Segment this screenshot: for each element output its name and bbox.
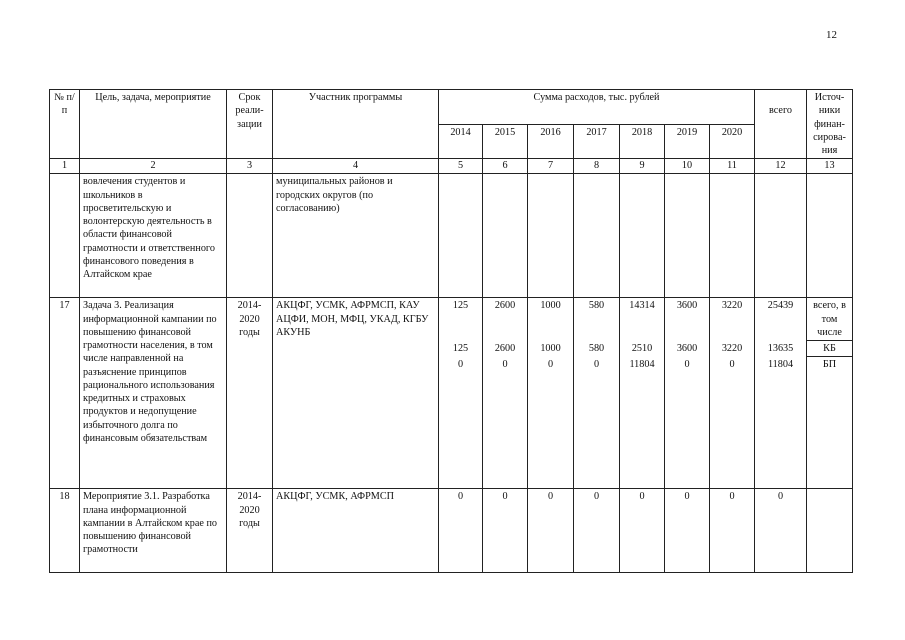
value-cell: 11804 bbox=[620, 357, 665, 489]
header-year: 2020 bbox=[710, 124, 755, 159]
value-cell: 3600 bbox=[665, 341, 710, 357]
value-cell: 3220 bbox=[710, 298, 755, 341]
value-cell: 0 bbox=[620, 489, 665, 573]
row-number: 18 bbox=[50, 489, 80, 573]
source-cell: КБ bbox=[807, 341, 853, 357]
header-term: Срок реали- зации bbox=[227, 90, 273, 159]
source-cell: всего, в том числе bbox=[807, 298, 853, 341]
expenditure-table bbox=[49, 89, 853, 573]
header-year: 2014 bbox=[439, 124, 483, 159]
column-number: 12 bbox=[755, 159, 807, 174]
value-cell: 1000 bbox=[528, 298, 574, 341]
header-row bbox=[50, 90, 853, 125]
value-cell: 0 bbox=[710, 357, 755, 489]
table-row-17-total bbox=[50, 298, 853, 341]
value-cell: 125 bbox=[439, 341, 483, 357]
column-number: 13 bbox=[807, 159, 853, 174]
header-total: всего bbox=[755, 90, 807, 159]
goal-cell: вовлечения студентов и школьников в просветительскую и волонтерскую деятельность в области финансовой грамотности и ответственного финансового поведения в Алтайском крае bbox=[80, 174, 227, 298]
participant-cell: муниципальных районов и городских округов (по согласованию) bbox=[273, 174, 439, 298]
column-number: 1 bbox=[50, 159, 80, 174]
term-cell: 2014- 2020 годы bbox=[227, 298, 273, 489]
value-cell: 0 bbox=[439, 489, 483, 573]
value-cell: 0 bbox=[528, 357, 574, 489]
value-cell: 0 bbox=[483, 357, 528, 489]
goal-cell: Мероприятие 3.1. Разработка плана информационной кампании в Алтайском крае по повышению финансовой грамотности bbox=[80, 489, 227, 573]
value-cell: 3600 bbox=[665, 298, 710, 341]
column-number: 5 bbox=[439, 159, 483, 174]
column-number: 4 bbox=[273, 159, 439, 174]
header-source: Источ- ники финан- сирова- ния bbox=[807, 90, 853, 159]
total-cell: 11804 bbox=[755, 357, 807, 489]
value-cell: 2510 bbox=[620, 341, 665, 357]
value-cell: 0 bbox=[665, 489, 710, 573]
column-number: 3 bbox=[227, 159, 273, 174]
header-num: № п/п bbox=[50, 90, 80, 159]
column-number: 7 bbox=[528, 159, 574, 174]
header-year: 2019 bbox=[665, 124, 710, 159]
value-cell: 3220 bbox=[710, 341, 755, 357]
header-participant: Участник программы bbox=[273, 90, 439, 159]
total-cell: 25439 bbox=[755, 298, 807, 341]
value-cell: 2600 bbox=[483, 298, 528, 341]
column-number: 10 bbox=[665, 159, 710, 174]
value-cell: 14314 bbox=[620, 298, 665, 341]
header-year: 2017 bbox=[574, 124, 620, 159]
header-year: 2016 bbox=[528, 124, 574, 159]
header-year: 2018 bbox=[620, 124, 665, 159]
table-row-18 bbox=[50, 489, 853, 573]
value-cell: 0 bbox=[710, 489, 755, 573]
total-cell: 0 bbox=[755, 489, 807, 573]
table-row-continuation bbox=[50, 174, 853, 298]
value-cell: 0 bbox=[574, 357, 620, 489]
header-goal: Цель, задача, мероприятие bbox=[80, 90, 227, 159]
column-number: 2 bbox=[80, 159, 227, 174]
value-cell: 0 bbox=[439, 357, 483, 489]
source-cell: БП bbox=[807, 357, 853, 489]
value-cell: 0 bbox=[483, 489, 528, 573]
value-cell: 1000 bbox=[528, 341, 574, 357]
value-cell: 125 bbox=[439, 298, 483, 341]
column-number: 8 bbox=[574, 159, 620, 174]
column-number: 9 bbox=[620, 159, 665, 174]
header-year: 2015 bbox=[483, 124, 528, 159]
value-cell: 2600 bbox=[483, 341, 528, 357]
header-sum: Сумма расходов, тыс. рублей bbox=[439, 90, 755, 125]
total-cell: 13635 bbox=[755, 341, 807, 357]
value-cell: 0 bbox=[528, 489, 574, 573]
participant-cell: АКЦФГ, УСМК, АФРМСП bbox=[273, 489, 439, 573]
row-number: 17 bbox=[50, 298, 80, 489]
goal-cell: Задача 3. Реализация информационной кампании по повышению финансовой грамотности населения, в том числе направленной на разъяснение принципов рационального использования кредитных и страховых продуктов и недопущение избыточного долга по финансовым обязательствам bbox=[80, 298, 227, 489]
participant-cell: АКЦФГ, УСМК, АФРМСП, КАУ АЦФИ, МОН, МФЦ, УКАД, КГБУ АКУНБ bbox=[273, 298, 439, 489]
term-cell: 2014- 2020 годы bbox=[227, 489, 273, 573]
value-cell: 580 bbox=[574, 341, 620, 357]
column-number-row bbox=[50, 159, 853, 174]
column-number: 11 bbox=[710, 159, 755, 174]
value-cell: 0 bbox=[665, 357, 710, 489]
page-number: 12 bbox=[826, 29, 837, 41]
value-cell: 580 bbox=[574, 298, 620, 341]
value-cell: 0 bbox=[574, 489, 620, 573]
column-number: 6 bbox=[483, 159, 528, 174]
